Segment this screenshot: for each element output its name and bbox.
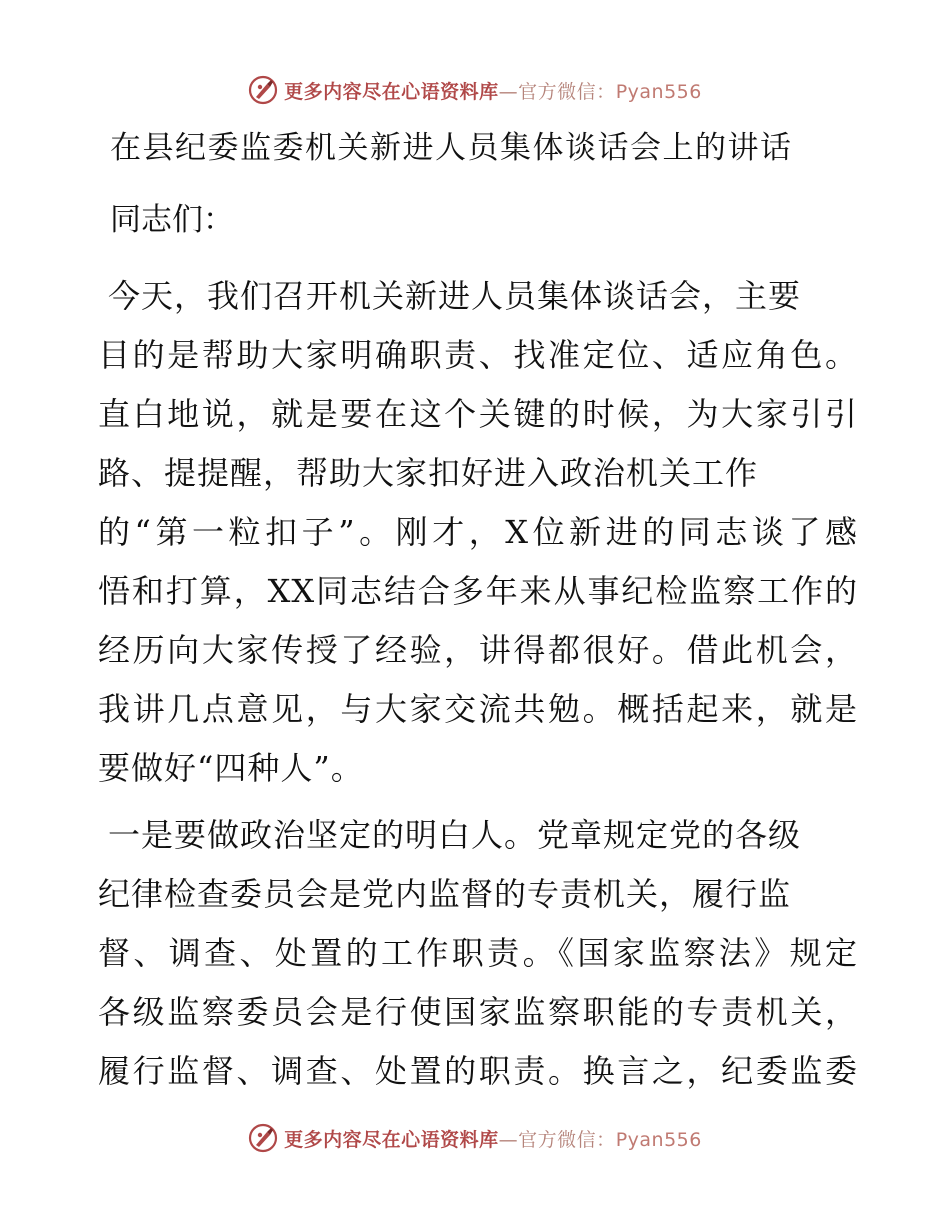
watermark-wechat-label: 官方微信：	[518, 1128, 616, 1151]
paragraph-line: 纪律检查委员会是党内监督的专责机关，履行监	[98, 875, 792, 913]
paragraph-line: 路、提提醒，帮助大家扣好进入政治机关工作	[98, 454, 759, 492]
paragraph-line: 履行监督、调查、处置的职责。换言之，纪委监委	[98, 1052, 858, 1090]
paragraph-line: 要做好“四种人”。	[98, 749, 364, 787]
watermark-brand: 更多内容尽在心语资料库	[284, 80, 499, 103]
quill-pen-logo-icon	[248, 1123, 278, 1153]
paragraph-line: 的“第一粒扣子”。刚才，X位新进的同志谈了感	[98, 513, 858, 551]
paragraph-line: 督、调查、处置的工作职责。《国家监察法》规定	[98, 934, 858, 972]
paragraph-1	[98, 267, 858, 798]
paragraph-line: 各级监察委员会是行使国家监察职能的专责机关，	[98, 993, 858, 1031]
paragraph-line: 悟和打算，XX同志结合多年来从事纪检监察工作的	[98, 572, 858, 610]
paragraph-2	[98, 806, 858, 1101]
paragraph-line: 今天，我们召开机关新进人员集体谈话会，主要	[108, 277, 802, 315]
watermark-wechat-id: Pyan556	[615, 1128, 702, 1151]
watermark-separator: —	[498, 80, 519, 103]
paragraph-line: 直白地说，就是要在这个关键的时候，为大家引引	[98, 395, 858, 433]
footer-watermark	[0, 1118, 950, 1158]
paragraph-line: 目的是帮助大家明确职责、找准定位、适应角色。	[98, 336, 858, 374]
watermark-brand: 更多内容尽在心语资料库	[284, 1128, 499, 1151]
quill-pen-logo-icon	[248, 75, 278, 105]
header-watermark	[0, 70, 950, 110]
document-title: 在县纪委监委机关新进人员集体谈话会上的讲话	[110, 130, 793, 166]
greeting: 同志们：	[110, 202, 234, 238]
paragraph-line: 经历向大家传授了经验，讲得都很好。借此机会，	[98, 631, 858, 669]
watermark-wechat-label: 官方微信：	[518, 80, 616, 103]
paragraph-line: 我讲几点意见，与大家交流共勉。概括起来，就是	[98, 690, 858, 728]
watermark-separator: —	[498, 1128, 519, 1151]
paragraph-line: 一是要做政治坚定的明白人。党章规定党的各级	[108, 816, 802, 854]
watermark-wechat-id: Pyan556	[615, 80, 702, 103]
